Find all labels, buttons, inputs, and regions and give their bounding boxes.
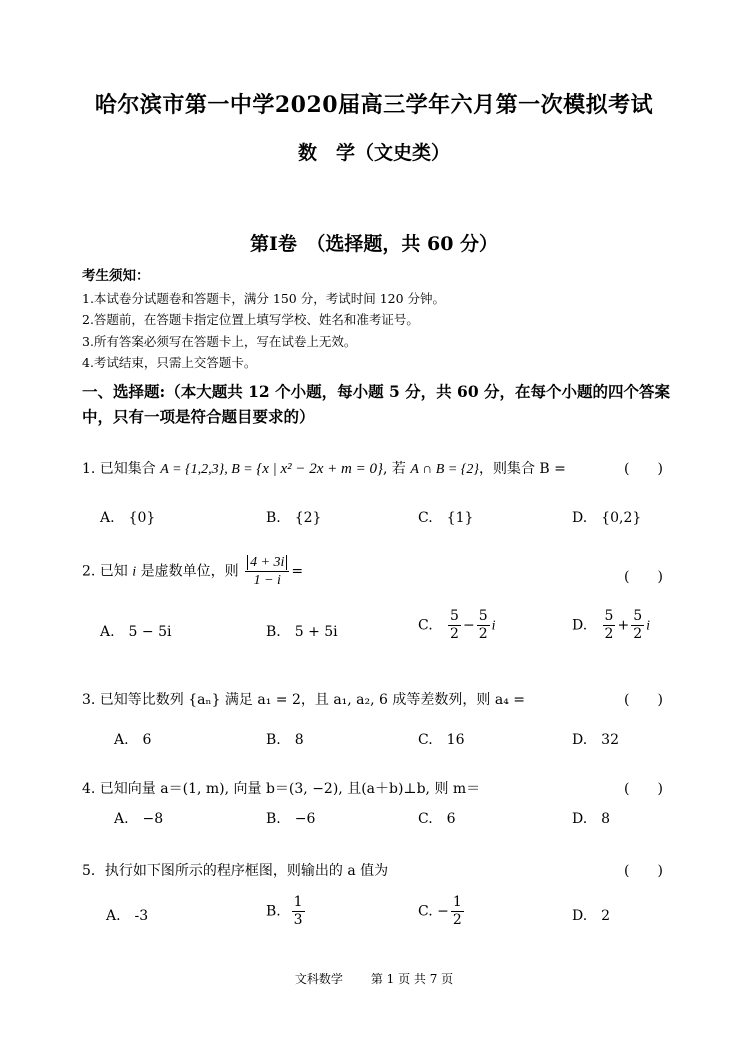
q5-option-d: D. 2 [572,908,611,924]
question-3: 3. 已知等比数列 {aₙ} 满足 a₁ = 2，且 a₁, a₂, 6 成等差数列，则 a₄ = [82,692,525,708]
minus-sign: − [437,903,449,920]
q2-option-a: A. 5 − 5i [100,624,172,640]
answer-paren-5: ( ) [624,863,663,879]
q5-option-a: A. -3 [106,908,149,924]
q1-option-c: C. {1} [418,510,474,526]
q1-option-d: D. {0,2} [572,510,642,526]
q2-lead: 2. 已知 [82,563,133,580]
notice-item: 4.考试结束，只需上交答题卡。 [82,355,257,370]
q4-option-d: D. 8 [572,811,611,827]
page-footer [0,970,748,987]
frac-numerator: 5 [604,608,614,624]
frac-denominator: 2 [450,626,459,642]
notice-block [82,266,445,374]
imaginary-unit: i [646,618,651,634]
footer-subject: 文科数学 [294,972,343,986]
q5-option-c [418,894,466,929]
q4-option-a: A. −8 [114,811,164,827]
exam-subject: 数 学（文史类） [297,142,450,164]
q2-option-d-frac2 [631,608,644,643]
q5-option-b [266,894,307,929]
notice-heading: 考生须知： [82,268,150,284]
q2-option-c [418,608,496,643]
imaginary-unit: i [491,618,496,634]
question-4: 4. 已知向量 a＝(1, m), 向量 b＝(3, −2), 且(a＋b)⊥b, 则 m＝ [82,781,481,797]
frac-denominator: 2 [604,626,614,642]
q5-option-b-frac [292,894,305,929]
frac-denominator: 2 [452,912,462,928]
frac-numerator: 5 [478,608,488,624]
q1-option-a: A. {0} [100,510,156,526]
q4-option-c: C. 6 [418,811,456,827]
notice-item: 1.本试卷分试题卷和答题卡，满分 150 分，考试时间 120 分钟。 [82,290,446,306]
q5-option-c-label: C. [418,903,433,920]
q2-equals: = [291,563,304,580]
answer-paren-3: ( ) [624,692,663,708]
question-5: 5．执行如下图所示的程序框图，则输出的 a 值为 [82,863,389,879]
q2-option-c-label: C. [418,617,433,634]
frac-numerator: 1 [293,894,303,910]
q3-option-a: A. 6 [114,732,152,748]
minus-sign: − [462,617,475,634]
q4-option-b: B. −6 [266,811,316,827]
frac-denominator: 2 [633,626,643,642]
q1-set-a: A = {1,2,3}, B = [160,462,257,477]
q5-option-c-frac [451,894,464,929]
q1-lead: 1. 已知集合 [82,461,161,477]
exam-title: 哈尔滨市第一中学2020届高三学年六月第一次模拟考试 [94,92,654,118]
frac-numerator: 5 [450,608,459,624]
frac-numerator: 1 [452,894,462,910]
q3-option-d: D. 32 [572,732,619,748]
q2-fraction [245,554,289,589]
q2-numerator: 4 + 3i [247,555,287,570]
section-heading: 一、选择题:（本大题共 12 个小题，每小题 5 分，共 60 分，在每个小题的四个答案中，只有一项是符合题目要求的） [82,382,671,426]
q2-option-c-frac2 [477,608,490,643]
q2-option-d-label: D. [572,617,588,634]
q1-tail: ，则集合 B = [478,461,566,477]
notice-item: 2.答题前，在答题卡指定位置上填写学校、姓名和准考证号。 [82,312,419,327]
q5-option-b-label: B. [266,903,281,920]
q1-condition: A ∩ B = {2} [410,462,479,477]
answer-paren-4: ( ) [624,781,663,797]
frac-denominator: 3 [293,912,303,928]
q2-denominator: 1 − i [253,573,281,588]
q2-option-d-frac1 [603,608,616,643]
frac-denominator: 2 [478,626,488,642]
answer-paren-2: ( ) [624,569,663,585]
part-title: 第Ⅰ卷 （选择题，共 60 分） [249,233,499,255]
q2-option-d [572,608,650,643]
q3-option-b: B. 8 [266,732,304,748]
q3-option-c: C. 16 [418,732,465,748]
q2-mid: 是虚数单位，则 [136,563,244,580]
answer-paren-1: ( ) [624,461,663,477]
question-2 [82,554,303,589]
notice-item: 3.所有答案必须写在答题卡上，写在试卷上无效。 [82,333,357,349]
q1-set-b: {x | x² − 2x + m = 0} [256,461,384,477]
frac-numerator: 5 [633,608,643,624]
q2-option-c-frac1 [448,608,461,643]
question-1 [82,458,566,478]
plus-sign: + [617,617,630,634]
q1-option-b: B. {2} [266,510,322,526]
page-number: 第 1 页 共 7 页 [370,972,454,986]
q2-i: i [132,564,137,580]
q1-mid: , 若 [383,461,411,477]
q2-option-b: B. 5 + 5i [266,624,338,640]
